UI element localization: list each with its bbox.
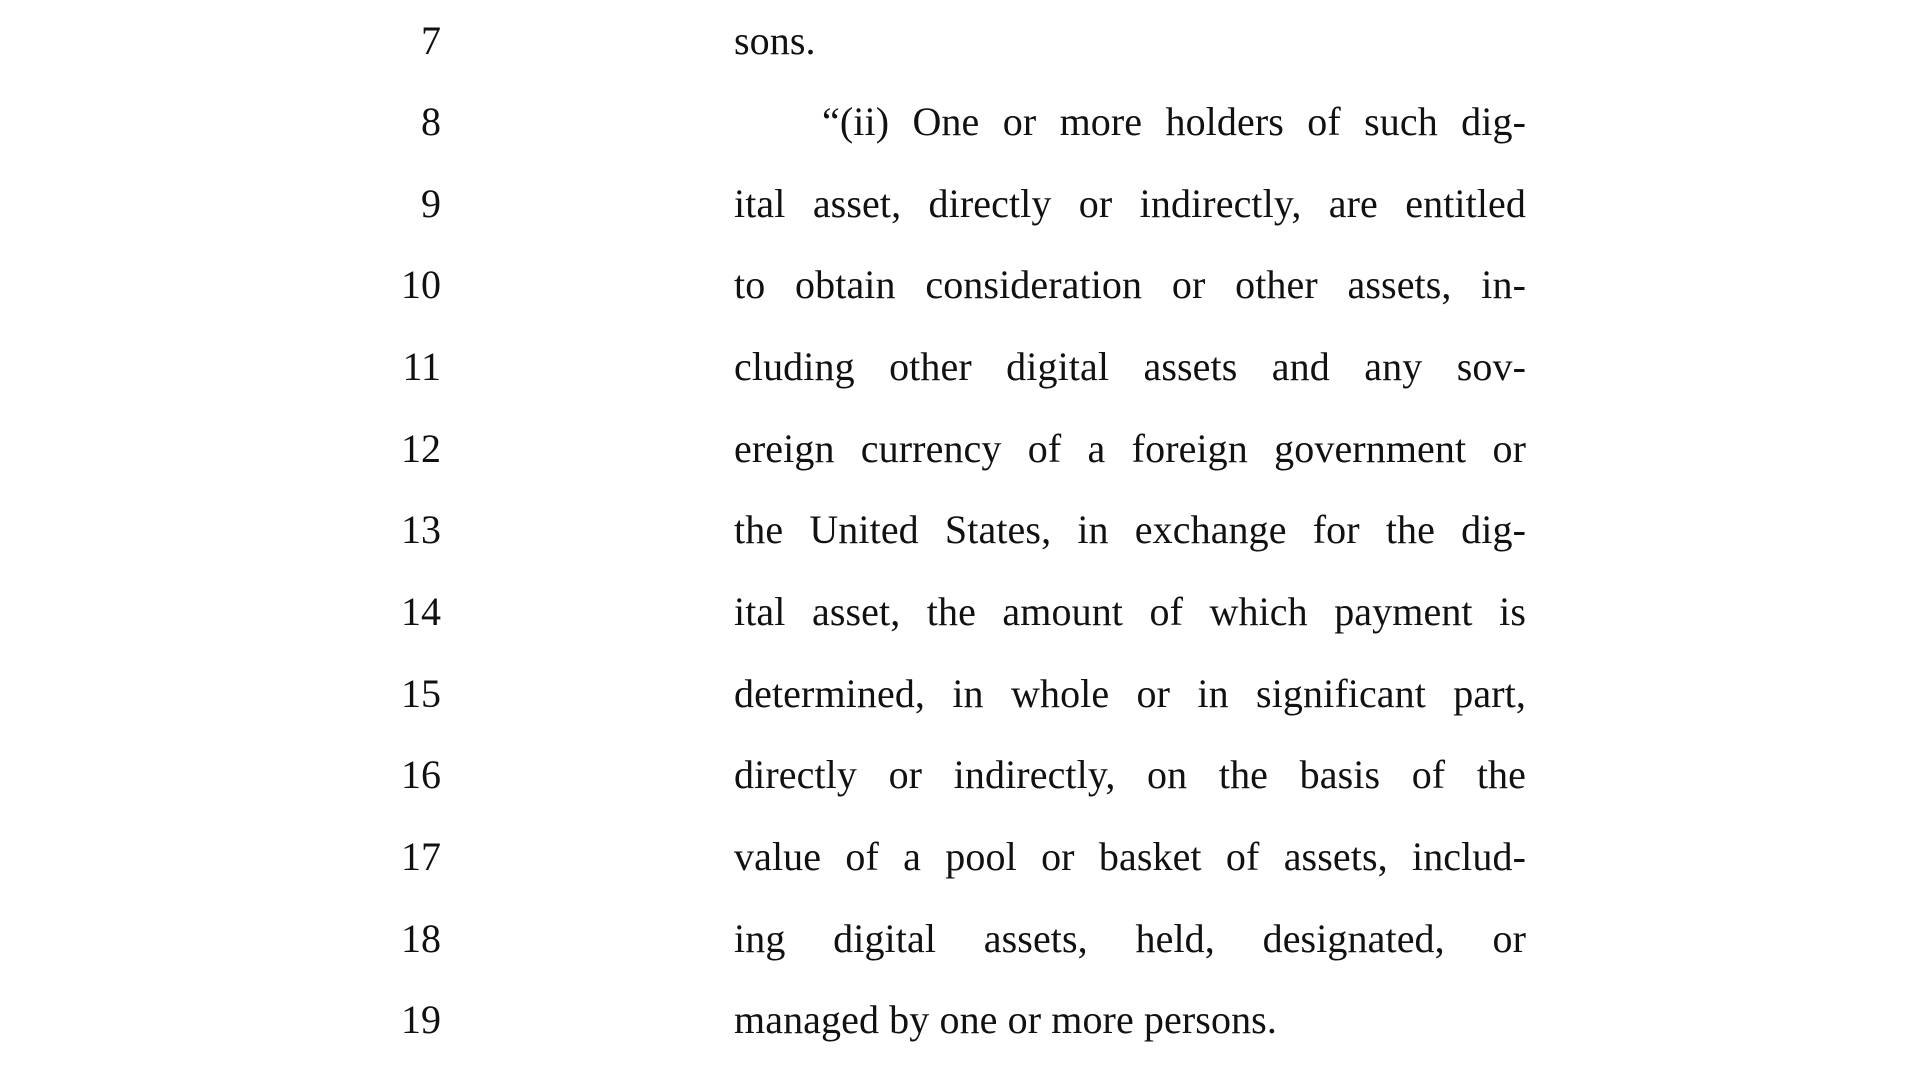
line-text: ital asset, the amount of which payment is: [734, 589, 1526, 634]
line-text: “(ii) One or more holders of such dig-: [822, 99, 1526, 144]
line-text: directly or indirectly, on the basis of the: [734, 752, 1526, 797]
line-number: 9: [421, 181, 441, 226]
document-line: [0, 0, 1920, 82]
line-number: 14: [401, 589, 441, 634]
line-text: to obtain consideration or other assets, in-: [734, 262, 1526, 307]
line-text: ital asset, directly or indirectly, are entitled: [734, 181, 1526, 226]
line-number: 12: [401, 426, 441, 471]
document-line: [0, 81, 1920, 163]
line-number: 7: [421, 18, 441, 63]
document-line: [0, 571, 1920, 653]
line-number: 18: [401, 916, 441, 961]
line-number: 19: [401, 997, 441, 1042]
line-number: 11: [402, 344, 441, 389]
line-text: managed by one or more persons.: [734, 997, 1277, 1042]
line-text: value of a pool or basket of assets, includ-: [734, 834, 1526, 879]
document-line: [0, 734, 1920, 816]
line-text: ing digital assets, held, designated, or: [734, 916, 1526, 961]
document-line: [0, 816, 1920, 898]
line-text: determined, in whole or in significant part,: [734, 671, 1526, 716]
line-number: 15: [401, 671, 441, 716]
document-line: [0, 898, 1920, 980]
document-line: [0, 489, 1920, 571]
line-number: 17: [401, 834, 441, 879]
document-line: [0, 408, 1920, 490]
document-line: [0, 326, 1920, 408]
line-number: 10: [401, 262, 441, 307]
line-text: the United States, in exchange for the dig-: [734, 507, 1526, 552]
document-line: [0, 163, 1920, 245]
line-number: 13: [401, 507, 441, 552]
line-text: cluding other digital assets and any sov-: [734, 344, 1526, 389]
document-line: [0, 979, 1920, 1061]
document-line: [0, 244, 1920, 326]
line-number: 8: [421, 99, 441, 144]
line-number: 16: [401, 752, 441, 797]
line-text: sons.: [734, 18, 816, 63]
line-text: ereign currency of a foreign government or: [734, 426, 1526, 471]
document-line: [0, 653, 1920, 735]
